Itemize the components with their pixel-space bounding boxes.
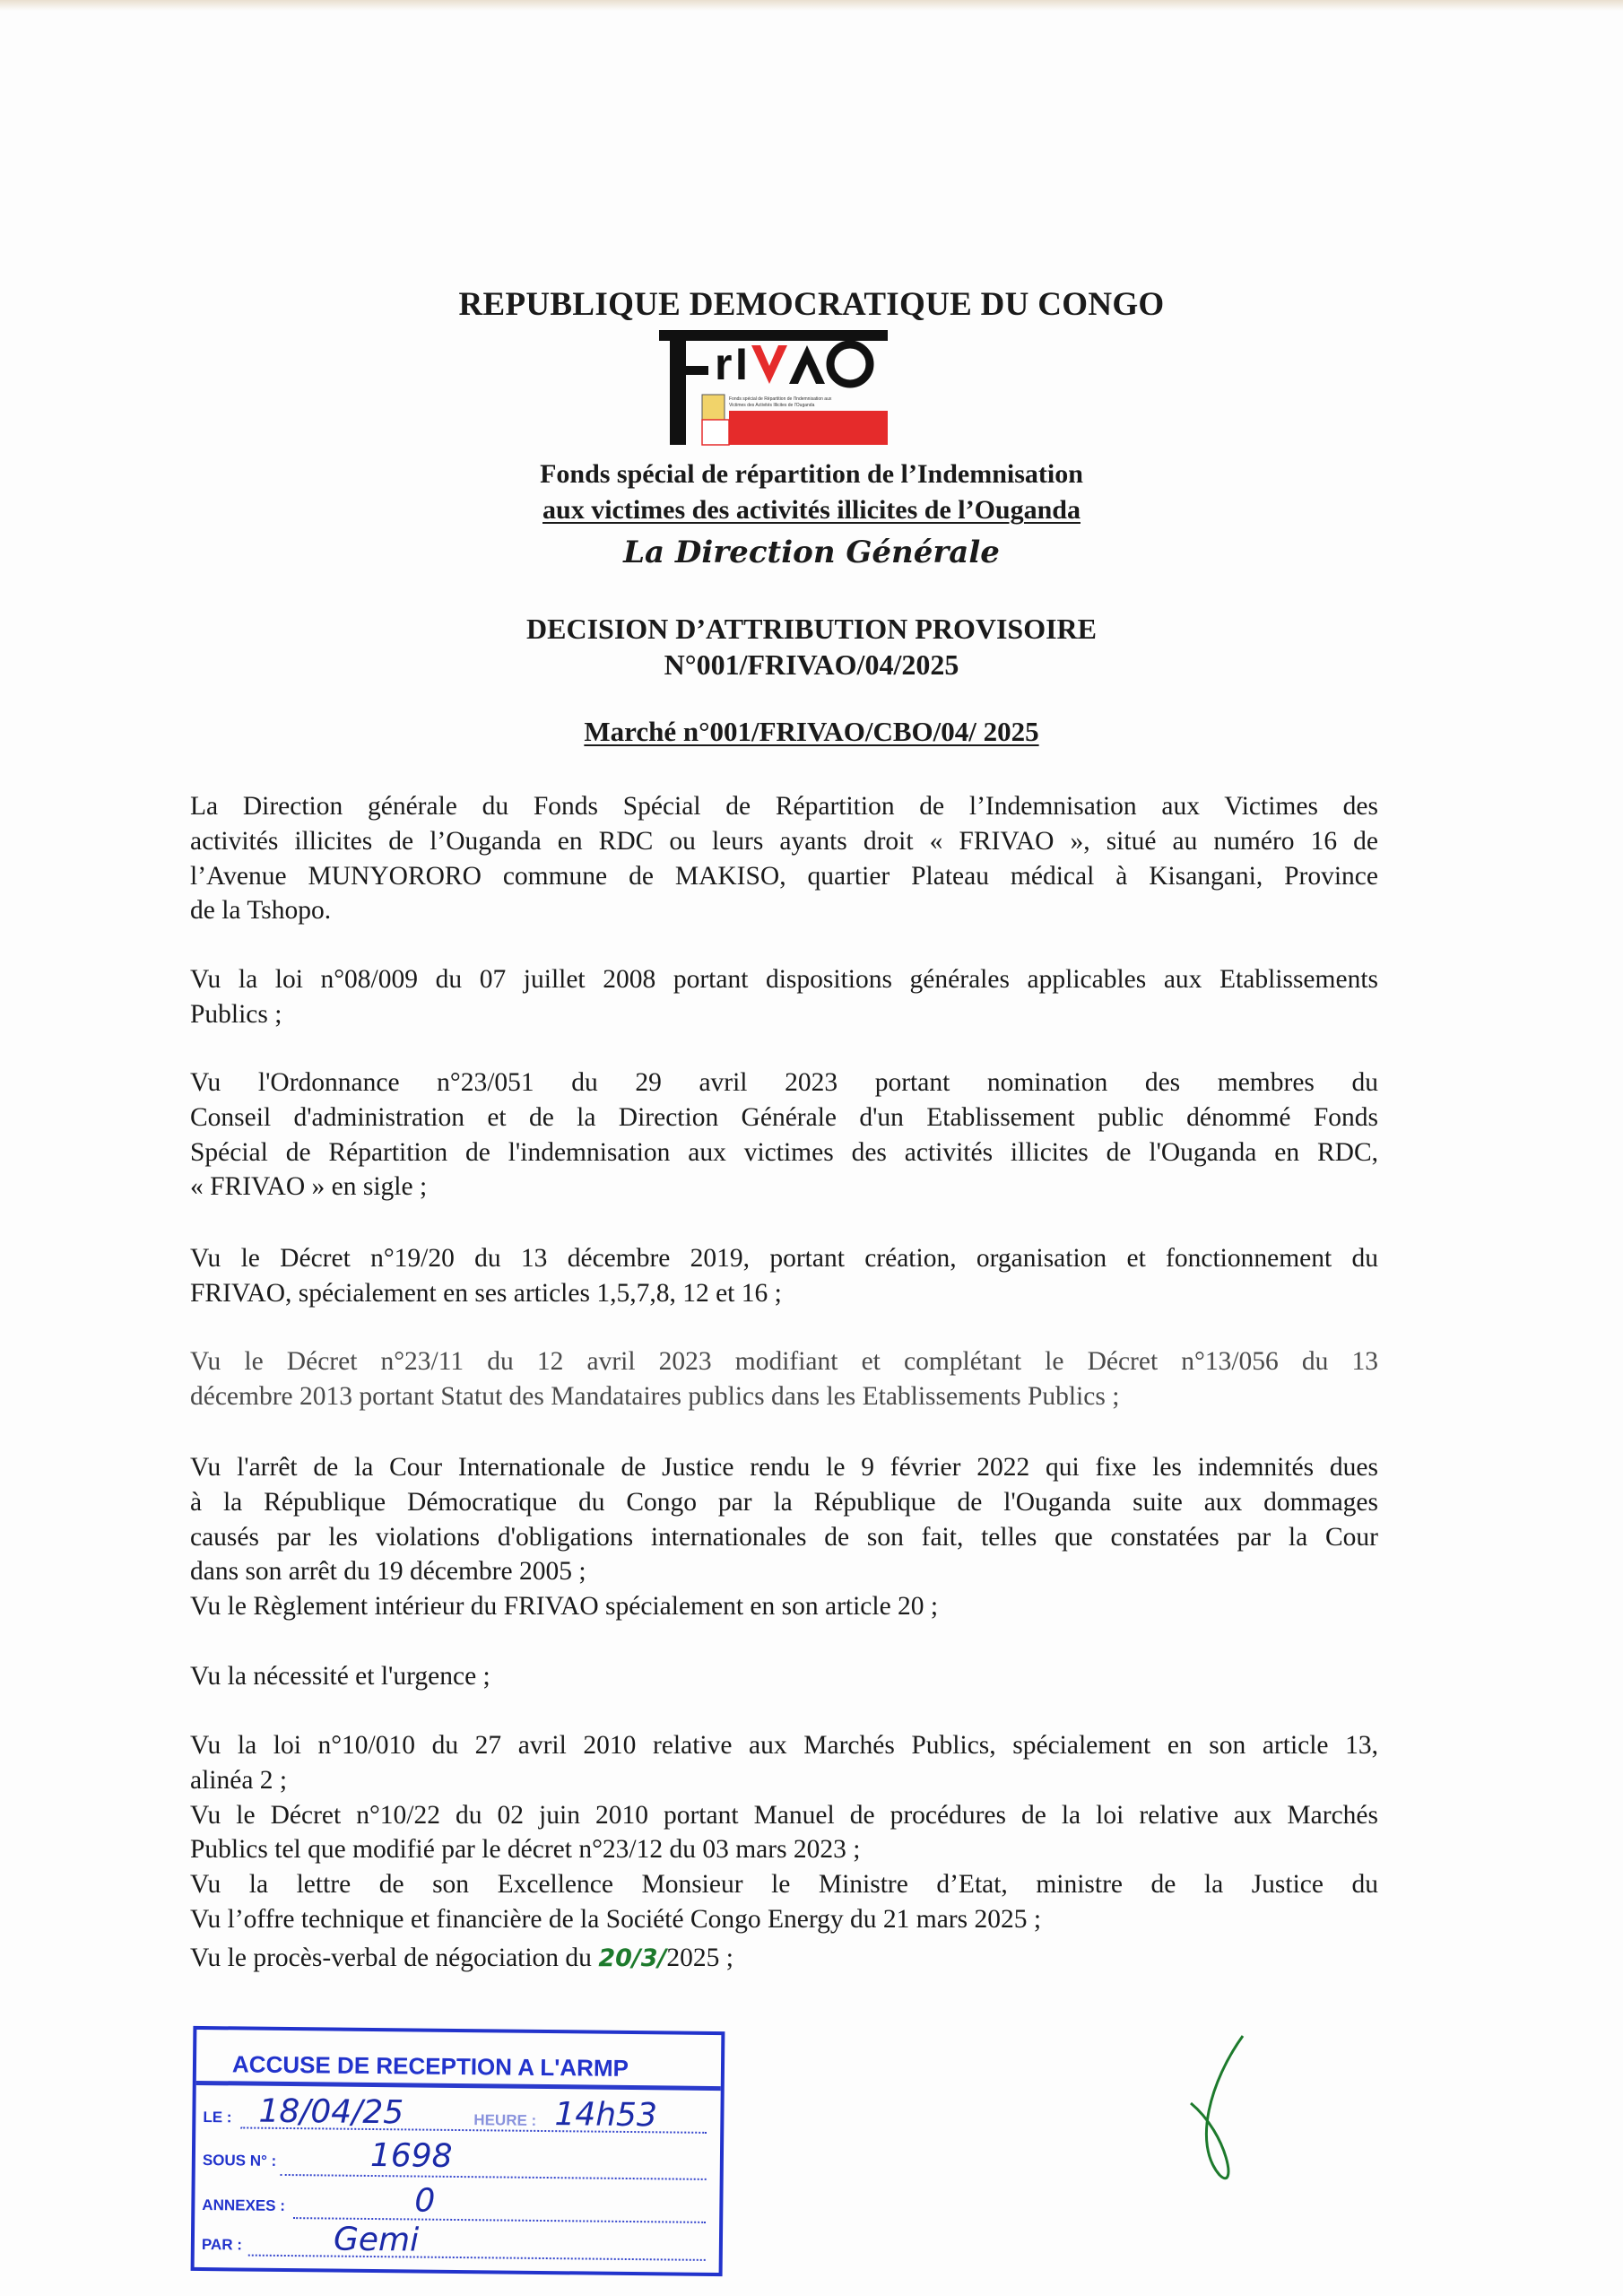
paragraph-line: Vu l’offre technique et financière de la Société Congo Energy du 21 mars 2025 ; (190, 1904, 1042, 1934)
pv-year: 2025 ; (666, 1944, 733, 1972)
paragraph (190, 1659, 1378, 1694)
paragraph-line: Vu la loi n°10/010 du 27 avril 2010 relative aux Marchés Publics, spécialement en son article 13, (190, 1731, 1378, 1760)
armp-reception-stamp (191, 2026, 725, 2276)
paragraph-line: à la République Démocratique du Congo par la République de l'Ouganda suite aux dommages (190, 1487, 1378, 1517)
paragraph (190, 1728, 1378, 1937)
decision-title: DECISION D’ATTRIBUTION PROVISOIRE (526, 613, 1097, 645)
frivao-logo (659, 330, 888, 447)
direction-generale: La Direction Générale (623, 535, 1000, 570)
paragraph-line: Vu la loi n°08/009 du 07 juillet 2008 portant dispositions générales applicables aux Etablissements (190, 965, 1378, 994)
stamp-annexes-value: 0 (414, 2182, 436, 2220)
paragraph-line: causés par les violations d'obligations internationales de son fait, telles que constatées par la Cour (190, 1522, 1378, 1552)
paragraph-line: Conseil d'administration et de la Direction Générale d'un Etablissement public dénommé Fonds (190, 1102, 1378, 1132)
paragraph (190, 789, 1378, 928)
org-name-line1: Fonds spécial de répartition de l’Indemnisation (540, 459, 1083, 489)
initial-signature (1139, 2018, 1264, 2197)
paragraph-line: « FRIVAO » en sigle ; (190, 1172, 428, 1202)
handwritten-date: 20/3/ (598, 1944, 667, 1972)
stamp-le-label: LE : (203, 2109, 232, 2126)
svg-text:r: r (715, 339, 733, 389)
org-name-line2: aux victimes des activités illicites de l’Ouganda (542, 495, 1081, 525)
stamp-par-label: PAR : (201, 2236, 243, 2254)
paragraph (190, 962, 1378, 1032)
paragraph-line: FRIVAO, spécialement en ses articles 1,5,7,8, 12 et 16 ; (190, 1278, 782, 1308)
paragraph-line: Vu l'Ordonnance n°23/051 du 29 avril 2023 portant nomination des membres du (190, 1068, 1378, 1097)
stamp-sous-value: 1698 (369, 2136, 453, 2175)
paragraph-line: Vu le Règlement intérieur du FRIVAO spécialement en son article 20 ; (190, 1592, 939, 1622)
paragraph-line: Spécial de Répartition de l'indemnisation aux victimes des activités illicites de l'Ouganda en RDC, (190, 1137, 1378, 1167)
paragraph-pv-negociation (190, 1941, 1378, 1977)
svg-text:Victimes des Activités Illicit: Victimes des Activités Illicites de l'Ouganda (729, 403, 815, 408)
country-heading: REPUBLIQUE DEMOCRATIQUE DU CONGO (458, 286, 1165, 323)
svg-text:Fonds spécial de Répartition d: Fonds spécial de Répartition de l'Indemnisation aux (729, 396, 832, 402)
stamp-annexes-label: ANNEXES : (202, 2196, 286, 2214)
paragraph-line: Vu l'arrêt de la Cour Internationale de Justice rendu le 9 février 2022 qui fixe les indemnités dues (190, 1453, 1378, 1482)
paragraph-line: décembre 2013 portant Statut des Mandataires publics dans les Etablissements Publics ; (190, 1381, 1120, 1411)
paragraph-line: Vu le Décret n°10/22 du 02 juin 2010 portant Manuel de procédures de la loi relative aux Marchés (190, 1800, 1378, 1830)
paragraph (190, 1450, 1378, 1624)
paragraph-line: activités illicites de l’Ouganda en RDC ou leurs ayants droit « FRIVAO », situé au numéro 16 de (190, 826, 1378, 856)
stamp-sous-label: SOUS N° : (202, 2152, 277, 2170)
paragraph-line: Vu le Décret n°19/20 du 13 décembre 2019, portant création, organisation et fonctionnement du (190, 1244, 1378, 1273)
paragraph (190, 1065, 1378, 1205)
paragraph-line: l’Avenue MUNYORORO commune de MAKISO, quartier Plateau médical à Kisangani, Province (190, 861, 1378, 891)
stamp-heure-value: 14h53 (554, 2096, 658, 2135)
paragraph-line: La Direction générale du Fonds Spécial de Répartition de l’Indemnisation aux Victimes des (190, 792, 1378, 821)
paragraph-line: Vu la lettre de son Excellence Monsieur le Ministre d’Etat, ministre de la Justice du (190, 1870, 1378, 1900)
market-number: Marché n°001/FRIVAO/CBO/04/ 2025 (584, 716, 1039, 747)
paragraph-line: Publics tel que modifié par le décret n°23/12 du 03 mars 2023 ; (190, 1835, 861, 1865)
paragraph-line: Publics ; (190, 999, 282, 1029)
stamp-par-signature: Gemi (333, 2221, 420, 2259)
paragraph (190, 1241, 1378, 1311)
decision-number: N°001/FRIVAO/04/2025 (664, 648, 959, 681)
paragraph-line: alinéa 2 ; (190, 1765, 288, 1795)
paragraph-line: de la Tshopo. (190, 896, 332, 926)
paragraph (190, 1344, 1378, 1414)
stamp-heure-label: HEURE : (473, 2111, 537, 2129)
paragraph-line: dans son arrêt du 19 décembre 2005 ; (190, 1557, 586, 1587)
stamp-title: ACCUSE DE RECEPTION A L'ARMP (196, 2042, 721, 2091)
stamp-le-value: 18/04/25 (258, 2092, 404, 2132)
paragraph-line: Vu le Décret n°23/11 du 12 avril 2023 modifiant et complétant le Décret n°13/056 du 13 (190, 1347, 1378, 1376)
paragraph-line: Vu la nécessité et l'urgence ; (190, 1662, 490, 1691)
pv-text: Vu le procès-verbal de négociation du (190, 1944, 599, 1972)
svg-text:I: I (735, 339, 748, 389)
scan-edge (0, 0, 1623, 11)
